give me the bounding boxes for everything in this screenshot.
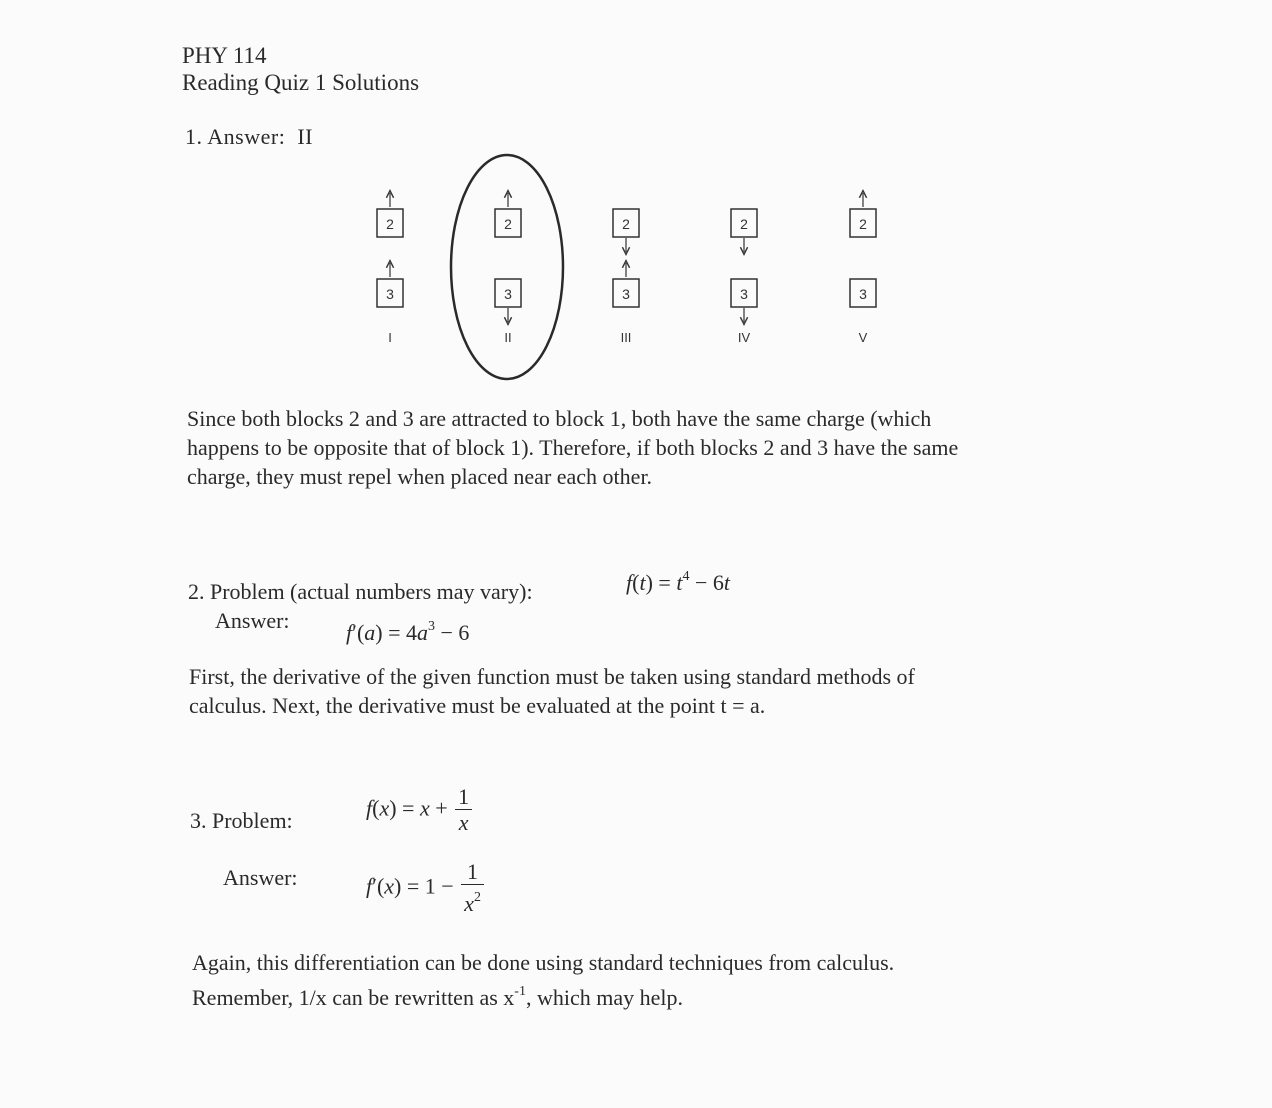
config-label: II: [504, 330, 512, 345]
config-II: [495, 193, 521, 345]
q3-explanation-line: [192, 977, 894, 1012]
block-3-label: 3: [386, 286, 394, 302]
q1-explanation: [187, 404, 958, 491]
q3-answer-label: Answer:: [223, 865, 298, 890]
q1-answer-line: [185, 124, 313, 150]
q3-function: f(x) = x + $\frac{1}{x}$: [366, 785, 474, 836]
q3-explanation-line: Again, this differentiation can be done using standard techniques from calculus.: [192, 950, 895, 975]
course-code: PHY 114: [182, 43, 267, 68]
block-2-label: 2: [859, 216, 867, 232]
q3-explanation-text: Remember, 1/x can be rewritten as x: [192, 985, 515, 1010]
q1-explanation-line: happens to be opposite that of block 1). Therefore, if both blocks 2 and 3 have the same: [187, 435, 959, 460]
q2-explanation-line: calculus. Next, the derivative must be evaluated at the point t = a.: [189, 693, 766, 718]
q3-explanation: [192, 948, 894, 1012]
config-V: [850, 193, 876, 345]
q3-exponent: -1: [514, 984, 526, 999]
block-2-label: 2: [504, 216, 512, 232]
q1-label: 1. Answer:: [185, 124, 286, 149]
q1-explanation-line: charge, they must repel when placed near each other.: [187, 464, 653, 489]
config-I: [377, 193, 403, 345]
config-label: III: [620, 330, 632, 345]
config-label: V: [858, 330, 868, 345]
q2-explanation: [189, 662, 915, 720]
block-2-label: 2: [740, 216, 748, 232]
q2-label: 2. Problem (actual numbers may vary):: [188, 579, 533, 604]
q2-function: $f(t) = t^4 - 6t$: [626, 569, 730, 595]
block-3-label: 3: [622, 286, 630, 302]
q1-answer: II: [297, 124, 313, 149]
q2-answer-label: Answer:: [215, 608, 290, 633]
config-label: IV: [737, 330, 751, 345]
answer-circle: [451, 155, 563, 379]
block-3-label: 3: [504, 286, 512, 302]
config-IV: [731, 209, 757, 345]
block-3-label: 3: [740, 286, 748, 302]
block-2-label: 2: [386, 216, 394, 232]
q3-answer: f′(x) = 1 − $\frac{1}{x^2}$: [366, 860, 486, 917]
block-3-label: 3: [859, 286, 867, 302]
q3-label: 3. Problem:: [190, 808, 293, 833]
q2-explanation-line: First, the derivative of the given function must be taken using standard methods of: [189, 664, 915, 689]
q2-answer: $f'(a) = 4a^3 - 6$: [346, 619, 470, 645]
q3-explanation-tail: , which may help.: [525, 985, 683, 1010]
config-label: I: [388, 330, 392, 345]
block-2-label: 2: [622, 216, 630, 232]
document-title: Reading Quiz 1 Solutions: [182, 70, 420, 95]
block-configuration-diagram: [350, 145, 910, 390]
q1-explanation-line: Since both blocks 2 and 3 are attracted to block 1, both have the same charge (which: [187, 406, 932, 431]
config-III: [613, 209, 639, 345]
